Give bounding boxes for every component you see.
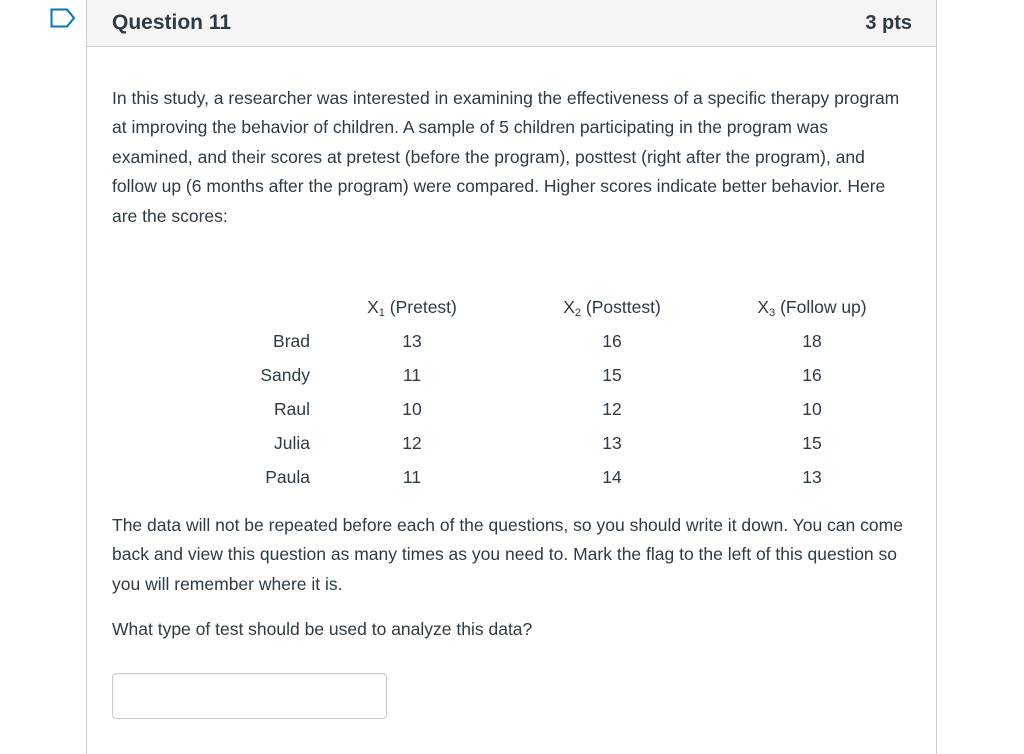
table-row	[87, 428, 938, 462]
cell-x1: 13	[402, 331, 422, 351]
question-title: Question 11	[112, 11, 232, 34]
row-name: Brad	[273, 331, 310, 351]
cell-x1: 11	[402, 467, 422, 487]
table-header-row	[87, 292, 938, 326]
cell-x2: 16	[602, 331, 622, 351]
cell-x1: 12	[402, 433, 422, 453]
cell-x1: 11	[402, 365, 422, 385]
row-name: Sandy	[260, 365, 310, 385]
column-header-x1: $X_1$ (Pretest)	[367, 297, 457, 319]
cell-x2: 12	[602, 399, 622, 419]
table-row	[87, 360, 938, 394]
table-row	[87, 462, 938, 496]
question-intro-text: In this study, a researcher was interested in examining the effectiveness of a specific therapy program at improving the behavior of children. A sample of 5 children participating in the program was examined, and their scores at pretest (before the program), posttest (right after the program), and follow up (6 months after the program) were compared. Higher scores indicate better behavior. Here are the scores:	[112, 88, 900, 226]
question-note-text: The data will not be repeated before each of the questions, so you should write it down. You can come back and view this question as many times as you need to. Mark the flag to the left of this question so you will remember where it is.	[112, 515, 903, 594]
row-name: Paula	[265, 467, 310, 487]
column-header-x3: $X_3$ (Follow up)	[757, 297, 867, 319]
flag-icon	[50, 8, 76, 28]
cell-x3: 10	[802, 399, 822, 419]
cell-x3: 15	[802, 433, 822, 453]
cell-x2: 14	[602, 467, 622, 487]
cell-x3: 18	[802, 331, 822, 351]
question-header	[87, 0, 936, 47]
row-name: Raul	[274, 399, 310, 419]
cell-x2: 15	[602, 365, 622, 385]
cell-x2: 13	[602, 433, 622, 453]
cell-x1: 10	[402, 399, 422, 419]
column-header-x2: $X_2$ (Posttest)	[563, 297, 661, 319]
row-name: Julia	[274, 433, 310, 453]
question-points: 3 pts	[865, 11, 912, 34]
answer-input[interactable]	[112, 673, 387, 719]
table-row	[87, 326, 938, 360]
flag-question-button[interactable]	[50, 8, 76, 28]
question-prompt-text: What type of test should be used to analyze this data?	[112, 619, 533, 639]
cell-x3: 16	[802, 365, 822, 385]
table-row	[87, 394, 938, 428]
question-card	[86, 0, 937, 754]
cell-x3: 13	[802, 467, 822, 487]
